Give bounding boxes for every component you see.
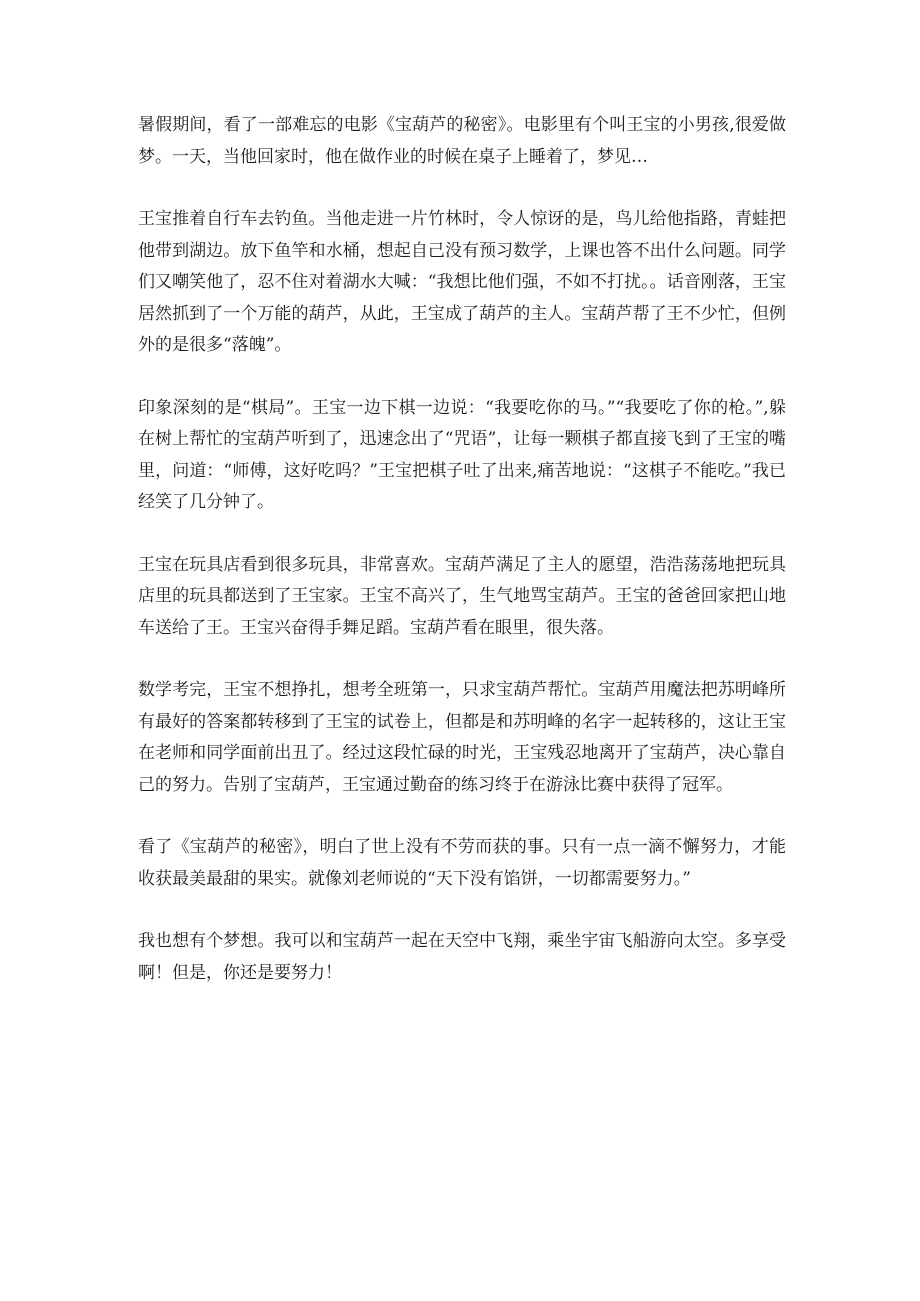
paragraph-toy-store: 王宝在玩具店看到很多玩具，非常喜欢。宝葫芦满足了主人的愿望，浩浩荡荡地把玩具店里的玩具都送到了王宝家。王宝不高兴了，生气地骂宝葫芦。王宝的爸爸回家把山地车送给了王。王宝兴奋得手舞足蹈。宝葫芦看在眼里，很失落。 <box>138 554 786 638</box>
paragraph-chess: 印象深刻的是“棋局”。王宝一边下棋一边说：“我要吃你的马。”“我要吃了你的枪。”,躲在树上帮忙的宝葫芦听到了，迅速念出了“咒语”，让每一颗棋子都直接飞到了王宝的嘴里，问道：“师傅，这好吃吗？”王宝把棋子吐了出来,痛苦地说：“这棋子不能吃。”我已经笑了几分钟了。 <box>138 397 786 512</box>
paragraph-math-exam: 数学考完，王宝不想挣扎，想考全班第一，只求宝葫芦帮忙。宝葫芦用魔法把苏明峰所有最好的答案都转移到了王宝的试卷上，但都是和苏明峰的名字一起转移的，这让王宝在老师和同学面前出丑了。经过这段忙碌的时光，王宝残忍地离开了宝葫芦，决心靠自己的努力。告别了宝葫芦，王宝通过勤奋的练习终于在游泳比赛中获得了冠军。 <box>138 680 786 795</box>
paragraph-lesson: 看了《宝葫芦的秘密》，明白了世上没有不劳而获的事。只有一点一滴不懈努力，才能收获最美最甜的果实。就像刘老师说的“天下没有馅饼，一切都需要努力。” <box>138 837 786 889</box>
paragraph-intro: 暑假期间，看了一部难忘的电影《宝葫芦的秘密》。电影里有个叫王宝的小男孩,很爱做梦。一天，当他回家时，他在做作业的时候在桌子上睡着了，梦见… <box>138 115 786 167</box>
paragraph-dream: 我也想有个梦想。我可以和宝葫芦一起在天空中飞翔，乘坐宇宙飞船游向太空。多享受啊！但是，你还是要努力！ <box>138 931 786 983</box>
paragraph-fishing: 王宝推着自行车去钓鱼。当他走进一片竹林时，令人惊讶的是，鸟儿给他指路，青蛙把他带到湖边。放下鱼竿和水桶，想起自己没有预习数学，上课也答不出什么问题。同学们又嘲笑他了，忍不住对着湖水大喊：“我想比他们强，不如不打扰。。话音刚落，王宝居然抓到了一个万能的葫芦，从此，王宝成了葫芦的主人。宝葫芦帮了王不少忙，但例外的是很多“落魄”。 <box>138 209 786 355</box>
document-body <box>138 110 786 1020</box>
